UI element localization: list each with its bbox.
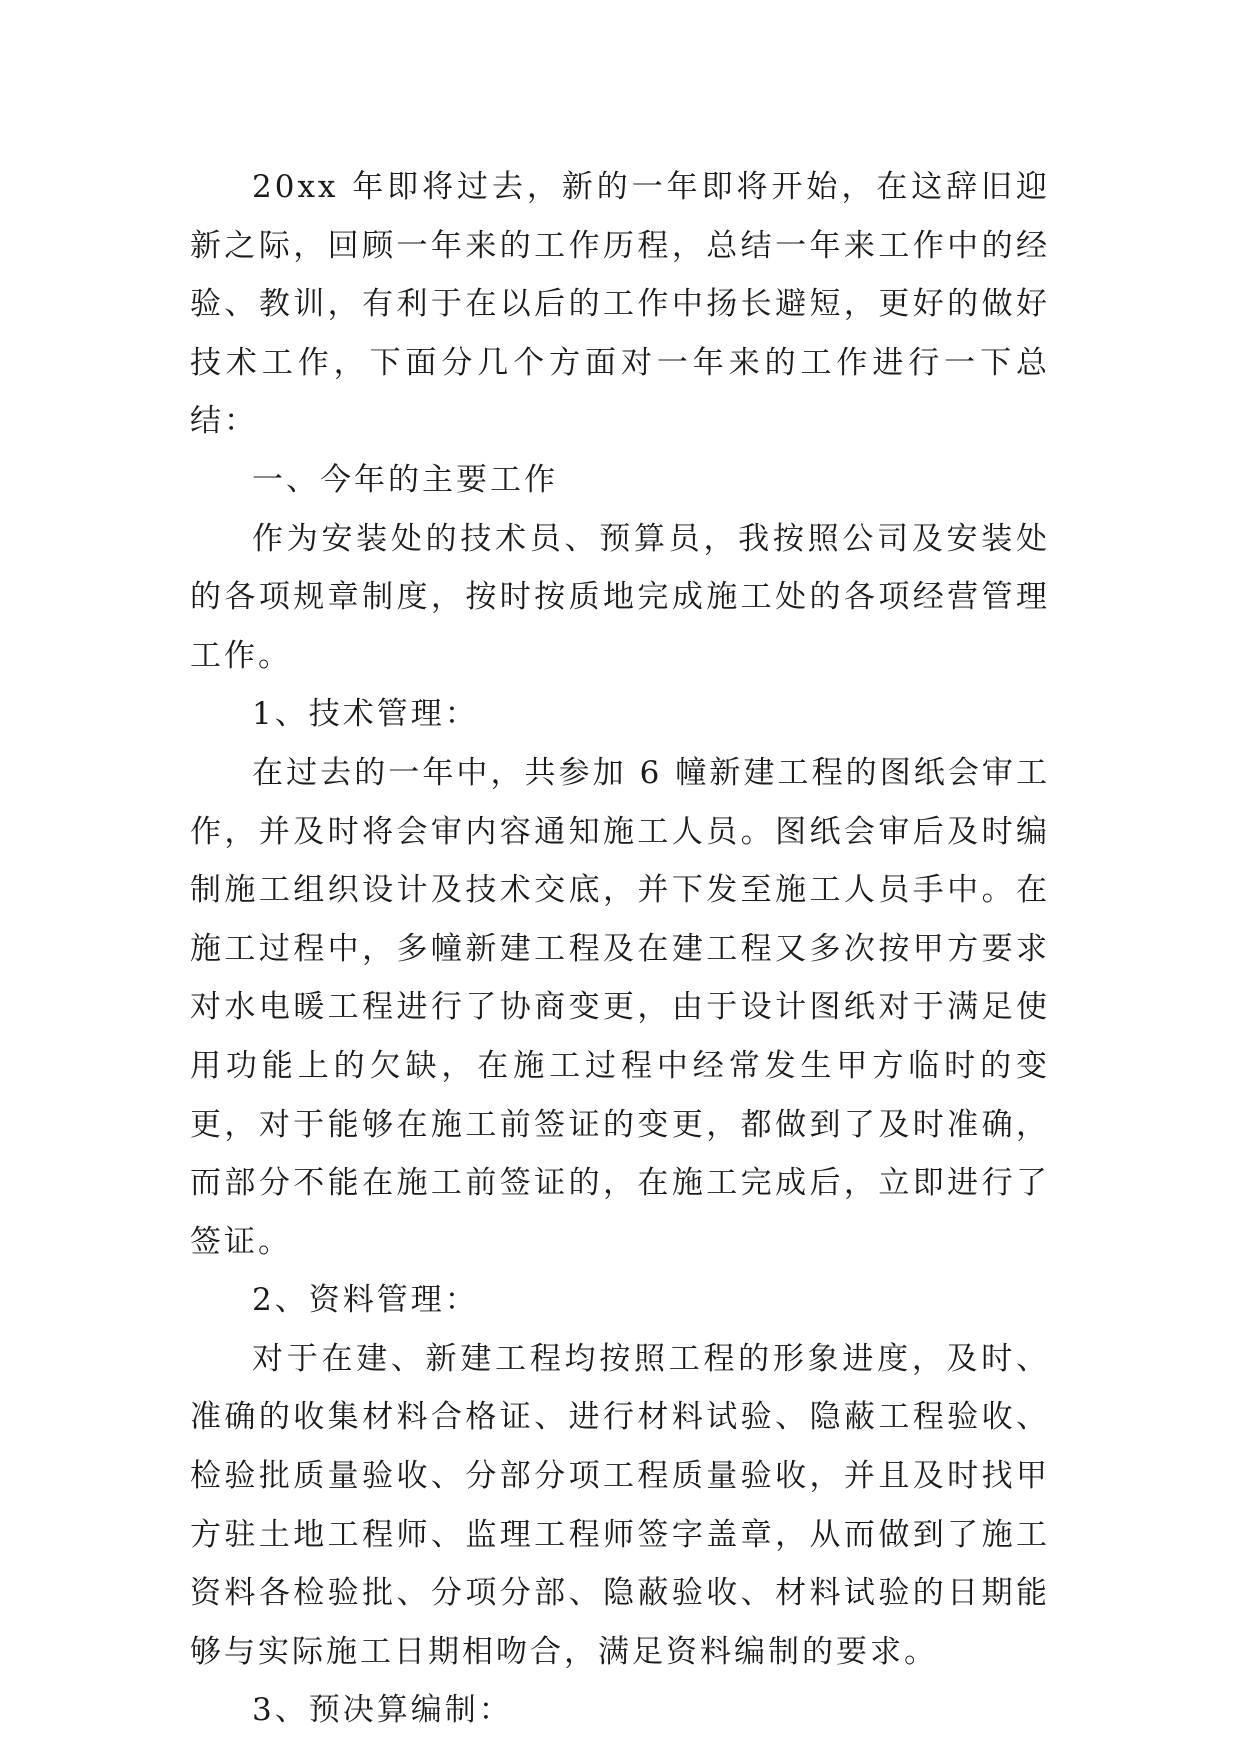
technical-management-paragraph: 在过去的一年中，共参加 6 幢新建工程的图纸会审工作，并及时将会审内容通知施工人员。图纸会审后及时编制施工组织设计及技术交底，并下发至施工人员手中。在施工过程中，多幢新建工程及在建工程又多次按甲方要求对水电暖工程进行了协商变更，由于设计图纸对于满足使用功能上的欠缺，在施工过程中经常发生甲方临时的变更，对于能够在施工前签证的变更，都做到了及时准确，而部分不能在施工前签证的，在施工完成后，立即进行了签证。 (190, 754, 1050, 1260)
subheading-document-management: 2、资料管理： (252, 1282, 479, 1319)
section-heading-main-work: 一、今年的主要工作 (252, 461, 558, 498)
subheading-technical-management: 1、技术管理： (252, 696, 479, 733)
intro-paragraph: 20xx 年即将过去，新的一年即将开始，在这辞旧迎新之际，回顾一年来的工作历程，总结一年来工作中的经验、教训，有利于在以后的工作中扬长避短，更好的做好技术工作，下面分几个方面对一年来的工作进行一下总结： (190, 169, 1050, 440)
document-management-paragraph: 对于在建、新建工程均按照工程的形象进度，及时、准确的收集材料合格证、进行材料试验、隐蔽工程验收、检验批质量验收、分部分项工程质量验收，并且及时找甲方驻土地工程师、监理工程师签字盖章，从而做到了施工资料各检验批、分项分部、隐蔽验收、材料试验的日期能够与实际施工日期相吻合，满足资料编制的要求。 (190, 1340, 1050, 1670)
subheading-budget-compilation: 3、预决算编制： (252, 1692, 513, 1729)
document-body (190, 158, 1050, 1740)
role-paragraph: 作为安装处的技术员、预算员，我按照公司及安装处的各项规章制度，按时按质地完成施工处的各项经营管理工作。 (190, 520, 1050, 674)
